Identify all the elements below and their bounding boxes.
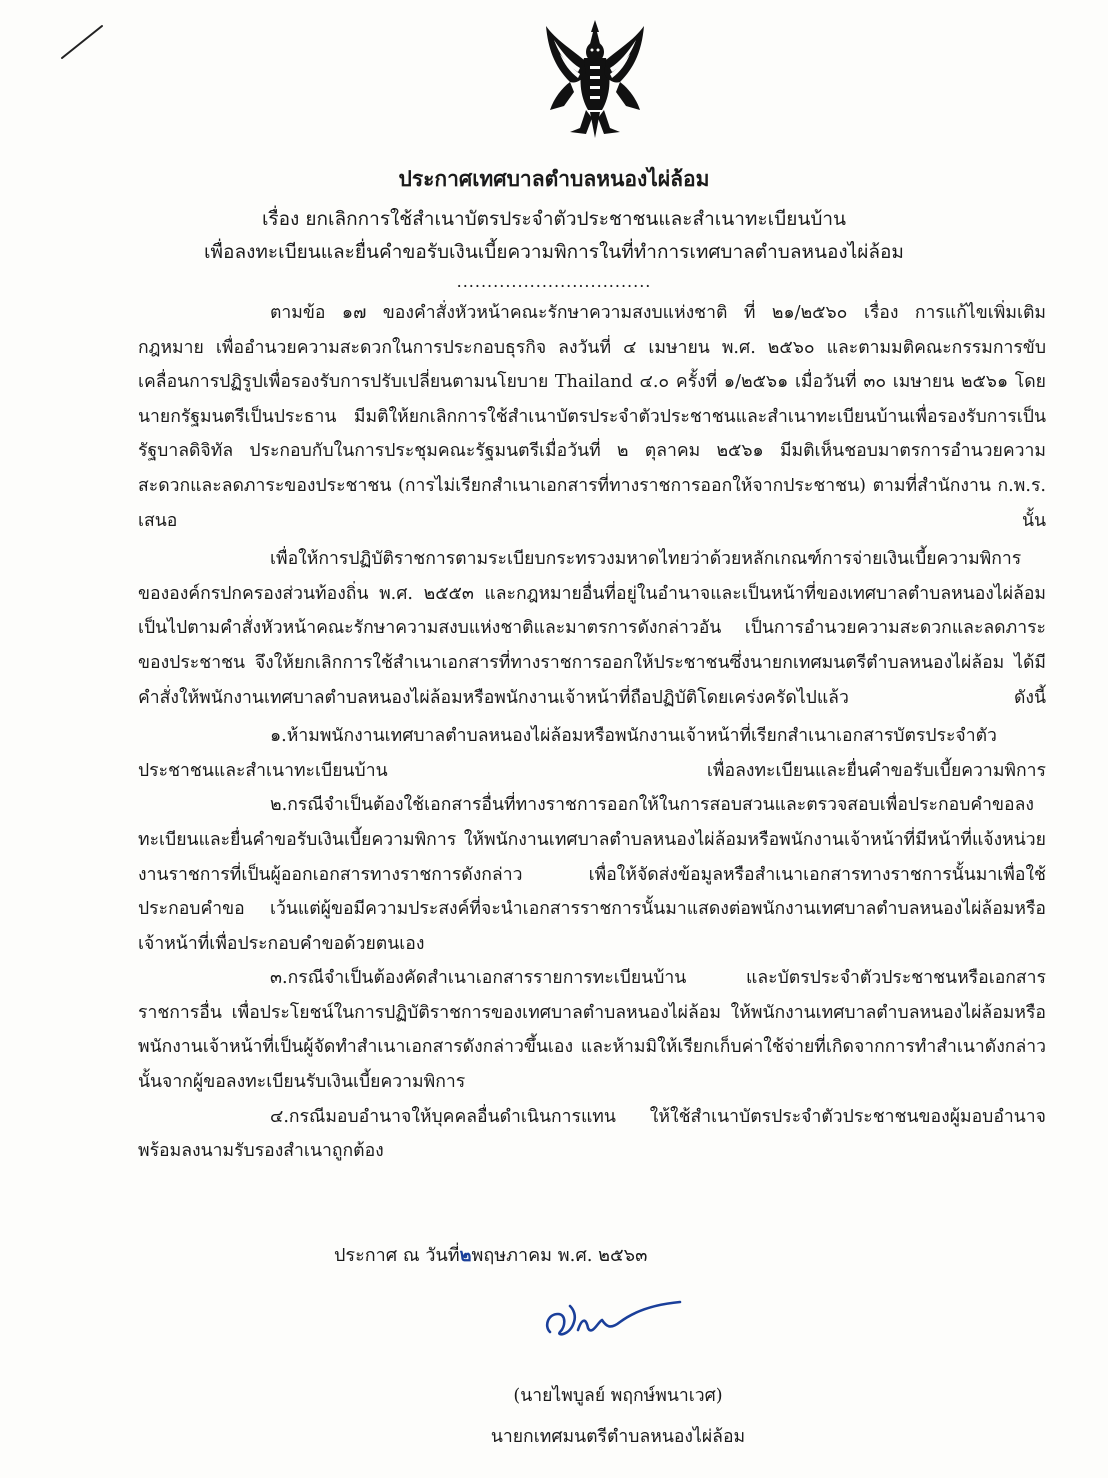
paragraph-purpose: เพื่อให้การปฏิบัติราชการตามระเบียบกระทรวงมหาดไทยว่าด้วยหลักเกณฑ์การจ่ายเงินเบี้ยความพิการขององค์กรปกครองส่วนท้องถิ่น พ.ศ. ๒๕๕๓ และกฎหมายอื่นที่อยู่ในอำนาจและเป็นหน้าที่ของเทศบาลตำบลหนองไผ่ล้อม เป็นไปตามคำสั่งหัวหน้าคณะรักษาความสงบแห่งชาติและมาตรการดังกล่าวอัน เป็นการอำนวยความสะดวกและลดภาระของประชาชน จึงให้ยกเลิกการใช้สำเนาเอกสารที่ทางราชการออกให้ประชาชนซึ่งนายกเทศมนตรีตำบลหนองไผ่ล้อม ได้มีคำสั่งให้พนักงานเทศบาลตำบลหนองไผ่ล้อมหรือพนักงานเจ้าหน้าที่ถือปฏิบัติโดยเคร่งครัดไปแล้ว ดังนี้ — [138, 549, 1046, 708]
signer-title: นายกเทศมนตรีตำบลหนองไผ่ล้อม — [490, 1427, 746, 1447]
garuda-emblem-icon — [540, 18, 650, 140]
announcement-date — [334, 1240, 647, 1269]
handwritten-signature — [540, 1296, 690, 1348]
paragraph-item-4: ๔.กรณีมอบอำนาจให้บุคคลอื่นดำเนินการแทน ให้ใช้สำเนาบัตรประจำตัวประชาชนของผู้มอบอำนาจพร้อมลงนามรับรองสำเนาถูกต้อง — [138, 1106, 1046, 1162]
signer-name: (นายไพบูลย์ พฤกษ์พนาเวศ) — [513, 1386, 723, 1406]
announcement-body — [138, 296, 1046, 1169]
subject-line-1: เรื่อง ยกเลิกการใช้สำเนาบัตรประจำตัวประชาชนและสำเนาทะเบียนบ้าน — [261, 208, 847, 230]
announcement-suffix: พฤษภาคม พ.ศ. ๒๕๖๓ — [471, 1245, 648, 1266]
announcement-prefix: ประกาศ ณ วันที่ — [334, 1245, 460, 1266]
separator-dots: ................................ — [456, 272, 652, 291]
paragraph-item-2: ๒.กรณีจำเป็นต้องใช้เอกสารอื่นที่ทางราชการออกให้ในการสอบสวนและตรวจสอบเพื่อประกอบคำขอลงทะเบียนและยื่นคำขอรับเงินเบี้ยความพิการ ให้พนักงานเทศบาลตำบลหนองไผ่ล้อมหรือพนักงานเจ้าหน้าที่มีหน้าที่แจ้งหน่วยงานราชการที่เป็นผู้ออกเอกสารทางราชการดังกล่าว เพื่อให้จัดส่งข้อมูลหรือสำเนาเอกสารทางราชการนั้นมาเพื่อใช้ประกอบคำขอ เว้นแต่ผู้ขอมีความประสงค์ที่จะนำเอกสารราชการนั้นมาแสดงต่อพนักงานเทศบาลตำบลหนองไผ่ล้อมหรือเจ้าหน้าที่เพื่อประกอบคำขอด้วยตนเอง — [138, 795, 1046, 954]
pen-stroke-mark — [58, 22, 108, 62]
subject-block — [0, 203, 1108, 269]
page-title: ประกาศเทศบาลตำบลหนองไผ่ล้อม — [398, 166, 710, 191]
paragraph-item-3: ๓.กรณีจำเป็นต้องคัดสำเนาเอกสารรายการทะเบียนบ้าน และบัตรประจำตัวประชาชนหรือเอกสารราชการอื่น เพื่อประโยชน์ในการปฏิบัติราชการของเทศบาลตำบลหนองไผ่ล้อม ให้พนักงานเทศบาลตำบลหนองไผ่ล้อมหรือพนักงานเจ้าหน้าที่เป็นผู้จัดทำสำเนาเอกสารดังกล่าวขึ้นเอง และห้ามมิให้เรียกเก็บค่าใช้จ่ายที่เกิดจากการทำสำเนาดังกล่าวนั้นจากผู้ขอลงทะเบียนรับเงินเบี้ยความพิการ — [138, 968, 1046, 1093]
announcement-day: ๒ — [459, 1245, 472, 1266]
paragraph-preamble: ตามข้อ ๑๗ ของคำสั่งหัวหน้าคณะรักษาความสงบแห่งชาติ ที่ ๒๑/๒๕๖๐ เรื่อง การแก้ไขเพิ่มเติมกฎหมาย เพื่ออำนวยความสะดวกในการประกอบธุรกิจ ลงวันที่ ๔ เมษายน พ.ศ. ๒๕๖๐ และตามมติคณะกรรมการขับเคลื่อนการปฏิรูปเพื่อรองรับการปรับเปลี่ยนตามนโยบาย Thailand ๔.๐ ครั้งที่ ๑/๒๕๖๑ เมื่อวันที่ ๓๐ เมษายน ๒๕๖๑ โดยนายกรัฐมนตรีเป็นประธาน มีมติให้ยกเลิกการใช้สำเนาบัตรประจำตัวประชาชนและสำเนาทะเบียนบ้านเพื่อรองรับการเป็นรัฐบาลดิจิทัล ประกอบกับในการประชุมคณะรัฐมนตรีเมื่อวันที่ ๒ ตุลาคม ๒๕๖๑ มีมติเห็นชอบมาตรการอำนวยความสะดวกและลดภาระของประชาชน (การไม่เรียกสำเนาเอกสารที่ทางราชการออกให้จากประชาชน) ตามที่สำนักงาน ก.พ.ร. เสนอ นั้น — [138, 303, 1046, 531]
paragraph-item-1: ๑.ห้ามพนักงานเทศบาลตำบลหนองไผ่ล้อมหรือพนักงานเจ้าหน้าที่เรียกสำเนาเอกสารบัตรประจำตัวประชาชนและสำเนาทะเบียนบ้าน เพื่อลงทะเบียนและยื่นคำขอรับเบี้ยความพิการ — [138, 726, 1046, 781]
subject-line-2: เพื่อลงทะเบียนและยื่นคำขอรับเงินเบี้ยความพิการในที่ทำการเทศบาลตำบลหนองไผ่ล้อม — [204, 241, 904, 263]
